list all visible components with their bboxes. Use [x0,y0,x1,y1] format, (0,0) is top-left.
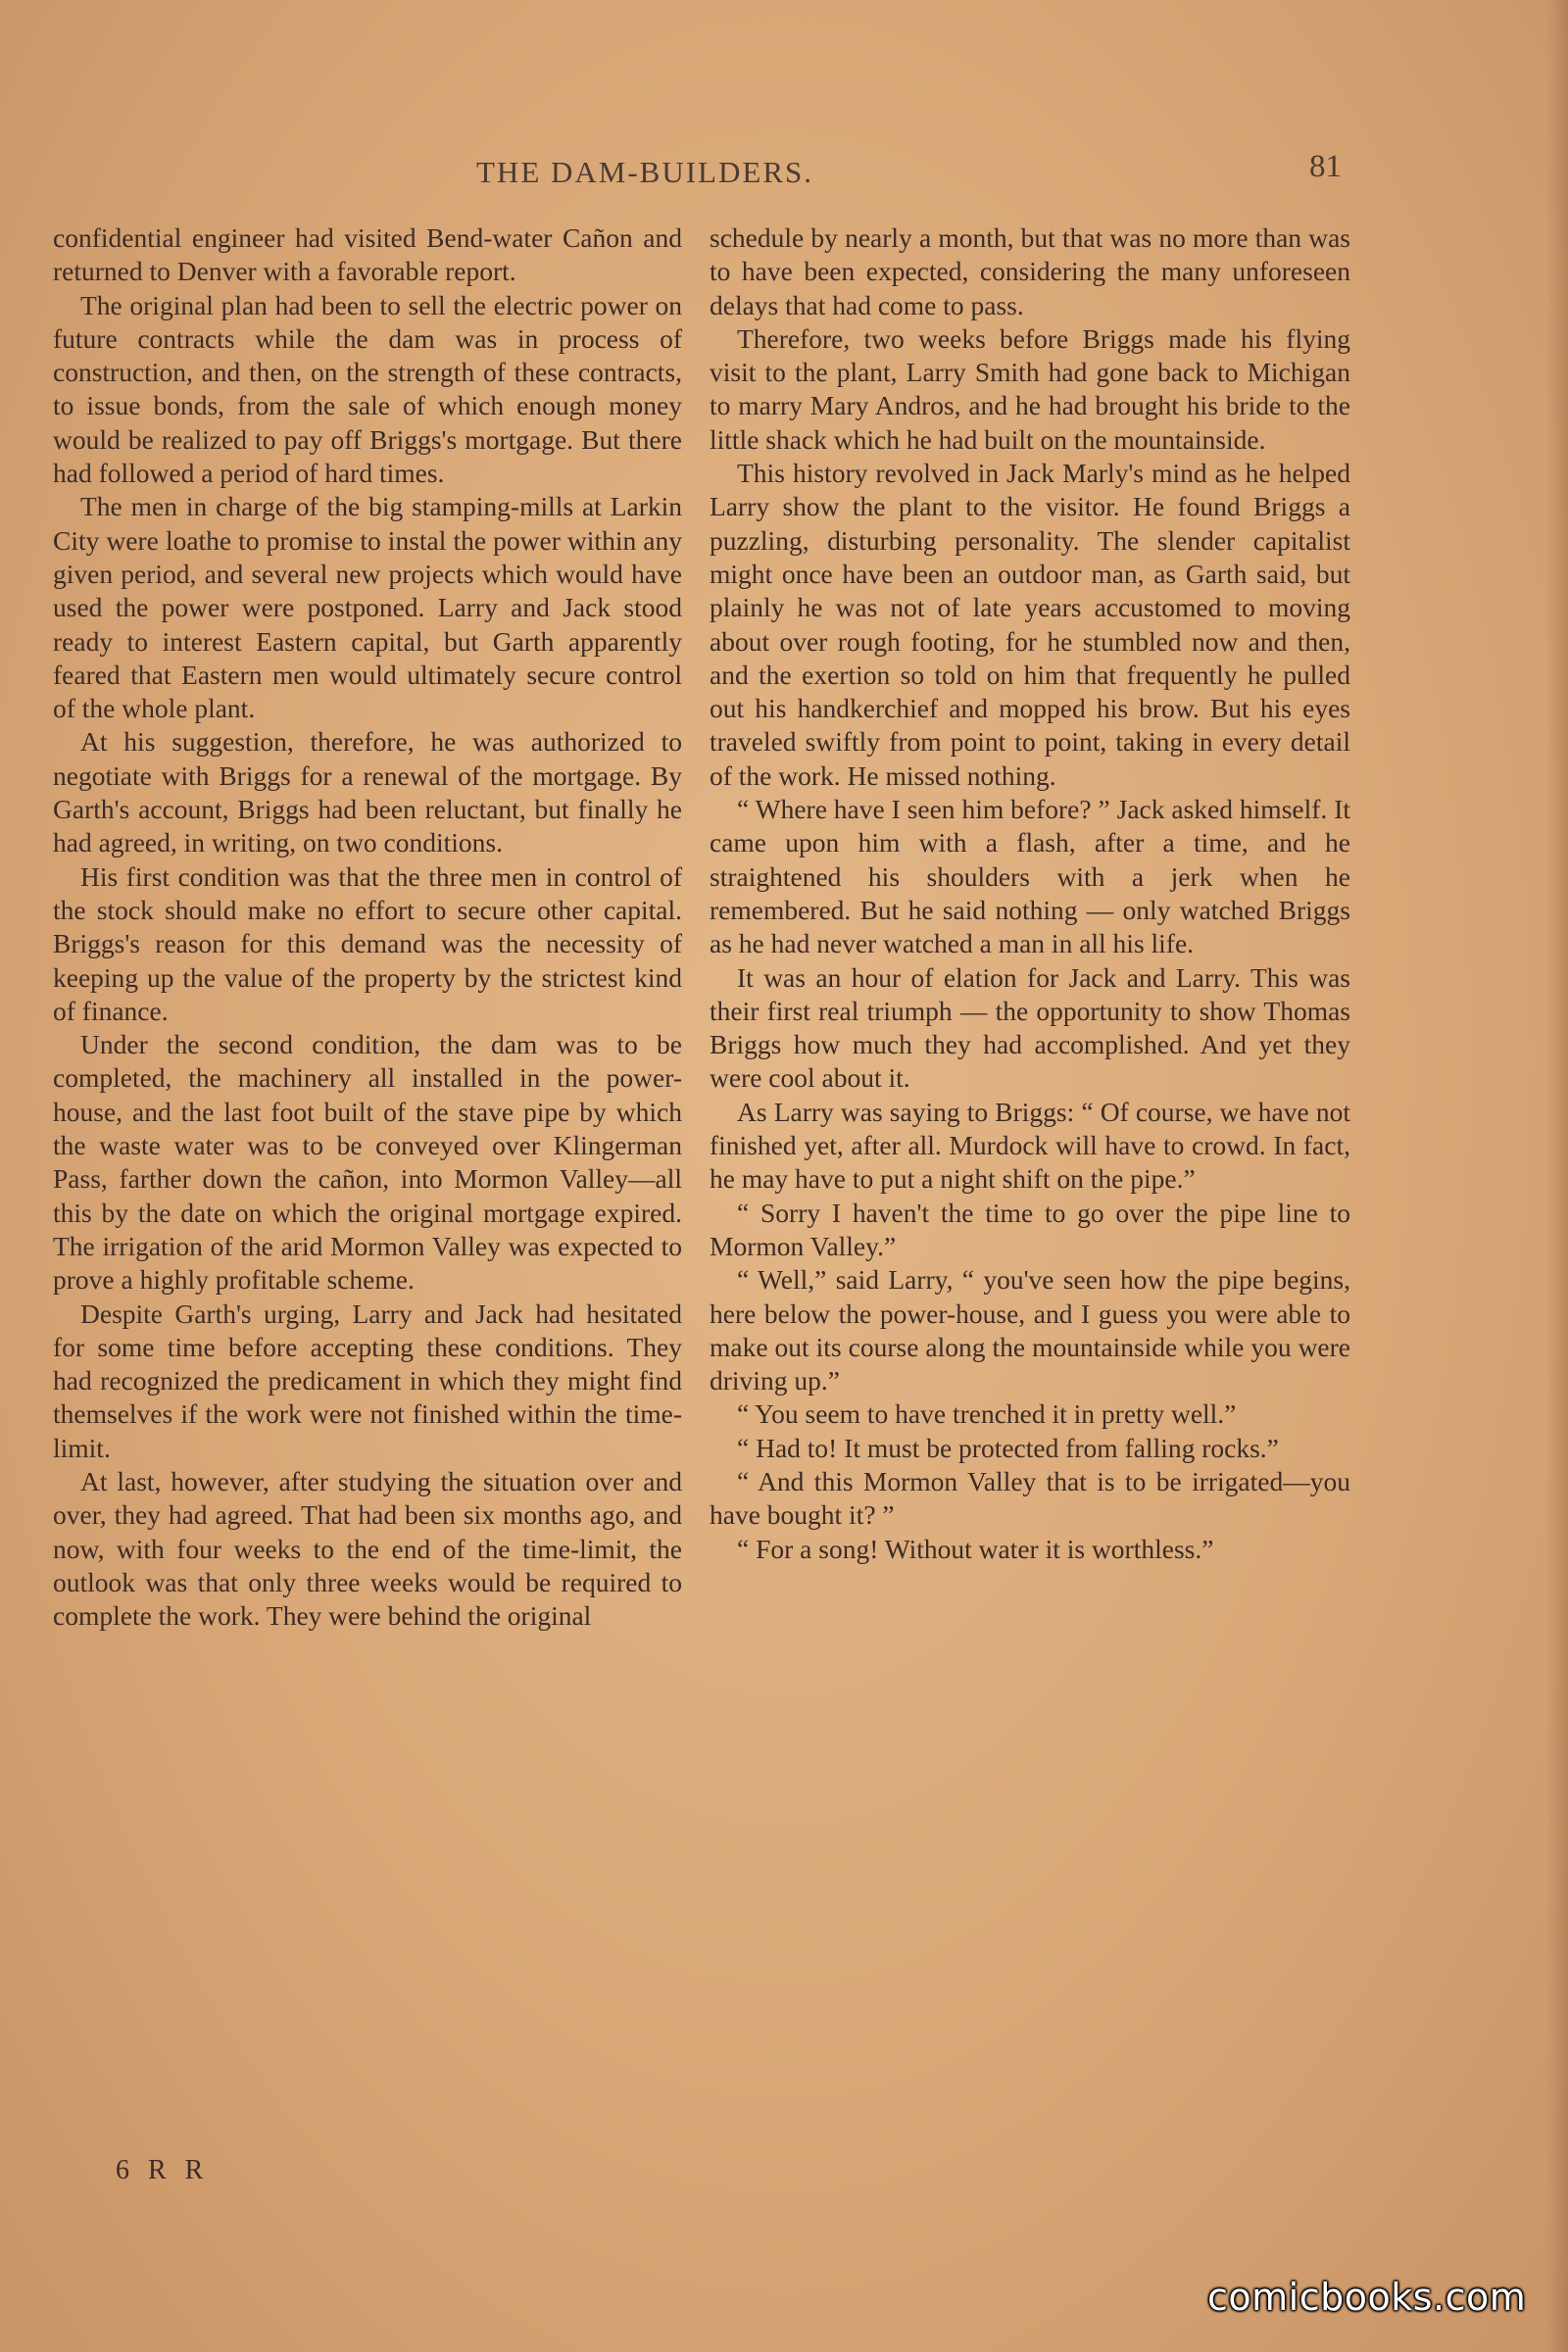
page-header [0,149,1568,198]
running-title: THE DAM-BUILDERS. [476,155,813,189]
paragraph: The men in charge of the big stamping-mills at Larkin City were loathe to promise to instal the power within any given period, and several new projects which would have used the power were postponed. Larry and Jack stood ready to interest Eastern capital, but Garth apparently feared that Eastern men would ultimately secure control of the whole plant. [53,491,682,724]
page-number: 81 [1309,149,1342,184]
paragraph: schedule by nearly a month, but that was no more than was to have been expected, considering the many unforeseen delays that had come to pass. [710,222,1350,320]
paragraph: The original plan had been to sell the electric power on future contracts while the dam was in process of construction, and then, on the strength of these contracts, to issue bonds, from the sale of which enough money would be realized to pay off Briggs's mortgage. But there had followed a period of hard times. [53,289,682,489]
paragraph: Despite Garth's urging, Larry and Jack had hesitated for some time before accepting these conditions. They had recognized the predicament in which they might find themselves if the work were not finished within the time-limit. [53,1298,682,1463]
text-column-left [53,221,682,1633]
watermark-text: comicbooks.com [1207,2276,1527,2319]
paragraph: As Larry was saying to Briggs: “ Of course, we have not finished yet, after all. Murdock will have to crowd. In fact, he may have to put a night shift on the pipe.” [710,1096,1350,1195]
paragraph: Under the second condition, the dam was to be completed, the machinery all installed in the power-house, and the last foot built of the stave pipe by which the waste water was to be conveyed over Klingerman Pass, farther down the cañon, into Mormon Valley—all this by the date on which the original mortgage expired. The irrigation of the arid Mormon Valley was expected to prove a highly profitable scheme. [53,1029,682,1296]
paragraph: “ You seem to have trenched it in pretty well.” [737,1398,1237,1430]
paragraph: It was an hour of elation for Jack and Larry. This was their first real triumph — the opportunity to show Thomas Briggs how much they had accomplished. And yet they were cool about it. [710,961,1350,1094]
paragraph: Therefore, two weeks before Briggs made his flying visit to the plant, Larry Smith had gone back to Michigan to marry Mary Andros, and he had brought his bride to the little shack which he had built on the mountainside. [710,322,1350,455]
paragraph: confidential engineer had visited Bend-water Cañon and returned to Denver with a favorable report. [53,222,682,287]
paragraph: “ For a song! Without water it is worthless.” [737,1533,1214,1564]
paragraph: At his suggestion, therefore, he was authorized to negotiate with Briggs for a renewal of the mortgage. By Garth's account, Briggs had been reluctant, but finally he had agreed, in writing, on two conditions. [53,726,682,858]
paragraph: This history revolved in Jack Marly's mind as he helped Larry show the plant to the visitor. He found Briggs a puzzling, disturbing personality. The slender capitalist might once have been an outdoor man, as Garth said, but plainly he was not of late years accustomed to moving about over rough footing, for he stumbled now and then, and the exertion so told on him that frequently he pulled out his handkerchief and mopped his brow. But his eyes traveled swiftly from point to point, taking in every detail of the work. He missed nothing. [710,458,1350,791]
paragraph: “ Sorry I haven't the time to go over the pipe line to Mormon Valley.” [710,1197,1350,1261]
text-column-right [710,221,1350,1566]
paragraph: “ Had to! It must be protected from falling rocks.” [737,1432,1279,1463]
page-edge-shadow [1546,0,1568,2352]
paragraph: “ And this Mormon Valley that is to be irrigated—you have bought it? ” [710,1465,1350,1531]
paragraph: “ Where have I seen him before? ” Jack asked himself. It came upon him with a flash, after a time, and he straightened his shoulders with a jerk when he remembered. But he said nothing — only watched Briggs as he had never watched a man in all his life. [710,794,1350,959]
paragraph: “ Well,” said Larry, “ you've seen how the pipe begins, here below the power-house, and I guess you were able to make out its course along the mountainside while you were driving up.” [710,1264,1350,1396]
printer-signature-mark: 6 R R [116,2155,210,2185]
paragraph: His first condition was that the three men in control of the stock should make no effort to secure other capital. Briggs's reason for this demand was the necessity of keeping up the value of the property by the strictest kind of finance. [53,860,682,1026]
paragraph: At last, however, after studying the situation over and over, they had agreed. That had been six months ago, and now, with four weeks to the end of the time-limit, the outlook was that only three weeks would be required to complete the work. They were behind the original [53,1465,682,1632]
